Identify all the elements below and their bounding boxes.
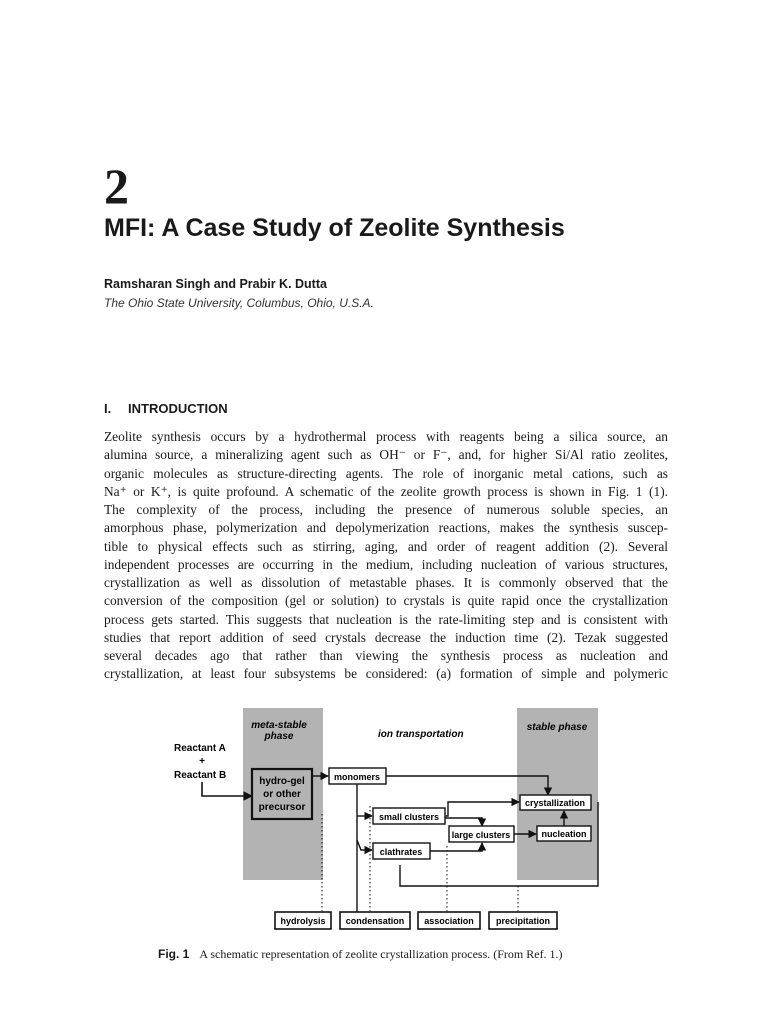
section-number: I. <box>104 401 112 416</box>
reactant-a-label: Reactant A <box>174 743 226 754</box>
precipitation-label: precipitation <box>495 916 551 926</box>
figure-caption <box>158 946 563 962</box>
body-line: tible to physical effects such as stirring, aging, and order of reagent addition (2). Several <box>104 538 668 554</box>
body-line: process gets started. This suggests that nucleation is the rate-limiting step and is consistent with <box>104 611 668 627</box>
arrow-to-clathrates <box>357 840 372 850</box>
body-line: several decades ago that rather than viewing the synthesis process as nucleation and <box>104 648 668 663</box>
section-title: INTRODUCTION <box>128 401 228 416</box>
body-line: Na⁺ or K⁺, is quite profound. A schematic of the zeolite growth process is shown in Fig. 1 (1). <box>104 483 668 499</box>
reactant-b-label: Reactant B <box>174 770 227 781</box>
stable-phase-region <box>517 708 598 880</box>
authors: Ramsharan Singh and Prabir K. Dutta <box>104 277 327 291</box>
nucleation-label: nucleation <box>541 829 587 839</box>
chapter-number: 2 <box>104 158 129 214</box>
plus-label: + <box>199 756 205 767</box>
body-line: crystallization as well as dissolution of metastable phases. It is commonly observed that the <box>104 575 668 590</box>
body-line: organic molecules as structure-directing agents. The role of inorganic metal cations, such as <box>104 465 668 481</box>
chapter-title: MFI: A Case Study of Zeolite Synthesis <box>104 214 565 242</box>
condensation-label: condensation <box>345 916 405 926</box>
body-line: crystallization, at least four subsystems be considered: (a) formation of simple and polymeric <box>104 666 668 682</box>
body-line: conversion of the composition (gel or solution) to crystals is quite rapid once the crystallization <box>104 593 668 609</box>
hydrogel-label-1: hydro-gel <box>259 776 305 787</box>
hydrogel-label-2: or other <box>263 789 301 800</box>
crystallization-label: crystallization <box>524 798 586 808</box>
body-line: amorphous phase, polymerization and depolymerization reactions, makes the synthesis suscep- <box>104 520 668 536</box>
stable-phase-label: stable phase <box>526 722 588 733</box>
arrow-small-to-crystallization <box>445 802 519 816</box>
zeolite-schematic-figure <box>160 706 610 934</box>
small-clusters-label: small clusters <box>378 812 440 822</box>
body-line: independent processes are occurring in the medium, including nucleation of various structures, <box>104 556 668 572</box>
affiliation: The Ohio State University, Columbus, Ohio, U.S.A. <box>104 296 374 310</box>
association-label: association <box>424 916 474 926</box>
arrow-clathrates-to-large <box>430 843 482 851</box>
figure-label: Fig. 1 <box>158 947 190 961</box>
arrow-small-to-large <box>445 818 482 826</box>
body-paragraph <box>104 428 668 684</box>
clathrates-label: clathrates <box>379 847 423 857</box>
meta-stable-label: meta-stable <box>251 720 307 731</box>
hydrogel-label-3: precursor <box>258 802 306 813</box>
body-line: studies that report addition of seed crystals decrease the induction time (2). Tezak suggested <box>104 629 668 645</box>
meta-stable-label-2: phase <box>264 731 294 742</box>
hydrolysis-label: hydrolysis <box>280 916 326 926</box>
monomers-label: monomers <box>333 772 381 782</box>
ion-transport-label: ion transportation <box>378 729 464 740</box>
figure-caption-text: A schematic representation of zeolite crystallization process. (From Ref. 1.) <box>199 947 563 961</box>
body-line: The complexity of the process, including the presence of numerous soluble species, an <box>104 502 668 517</box>
body-line: Zeolite synthesis occurs by a hydrothermal process with reagents being a silica source, an <box>104 429 668 444</box>
body-line: alumina source, a mineralizing agent such as OH⁻ or F⁻, and, for higher Si/Al ratio zeolites, <box>104 447 668 463</box>
section-heading <box>104 400 228 418</box>
large-clusters-label: large clusters <box>451 830 511 840</box>
